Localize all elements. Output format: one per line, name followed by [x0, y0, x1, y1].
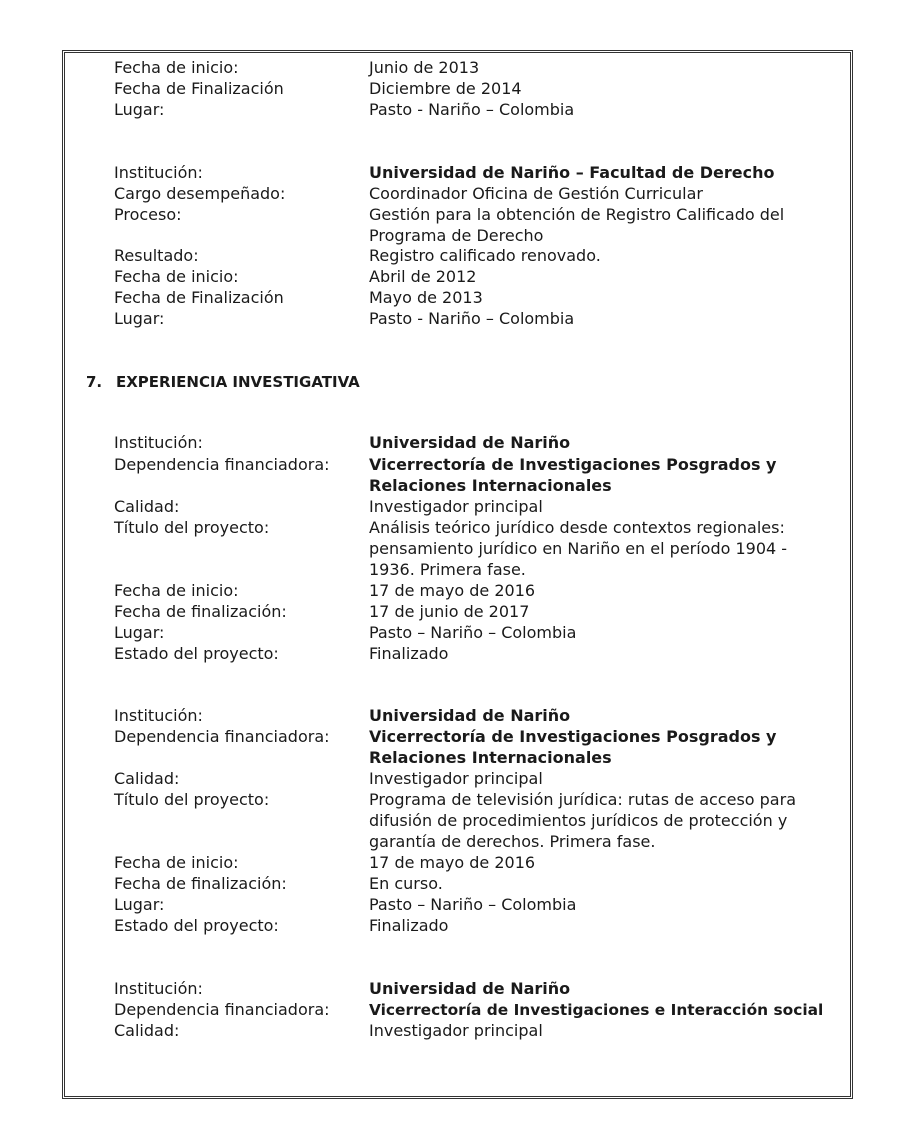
- field-label: Estado del proyecto:: [114, 644, 279, 663]
- field-label: Dependencia financiadora:: [114, 727, 330, 746]
- field-label: Fecha de Finalización: [114, 79, 284, 98]
- field-value: Investigador principal: [369, 1021, 543, 1040]
- field-label: Lugar:: [114, 309, 165, 328]
- field-label: Dependencia financiadora:: [114, 455, 330, 474]
- institution-value: Universidad de Nariño – Facultad de Derecho: [369, 163, 775, 182]
- funding-value: Relaciones Internacionales: [369, 476, 612, 495]
- funding-value: Vicerrectoría de Investigaciones Posgrados y: [369, 727, 777, 746]
- section-number: 7.: [86, 373, 103, 391]
- field-value: En curso.: [369, 874, 443, 893]
- project-title: difusión de procedimientos jurídicos de protección y: [369, 811, 788, 830]
- field-value: Pasto - Nariño – Colombia: [369, 309, 575, 328]
- field-label: Estado del proyecto:: [114, 916, 279, 935]
- field-label: Cargo desempeñado:: [114, 184, 286, 203]
- field-label: Institución:: [114, 706, 203, 725]
- field-label: Fecha de finalización:: [114, 602, 287, 621]
- field-label: Lugar:: [114, 100, 165, 119]
- field-label: Título del proyecto:: [114, 518, 270, 537]
- field-value: Finalizado: [369, 644, 449, 663]
- field-value: Junio de 2013: [369, 58, 480, 77]
- funding-value: Vicerrectoría de Investigaciones e Interacción social: [369, 1001, 824, 1019]
- funding-value: Vicerrectoría de Investigaciones Posgrados y: [369, 455, 777, 474]
- institution-value: Universidad de Nariño: [369, 706, 571, 725]
- funding-value: Relaciones Internacionales: [369, 748, 612, 767]
- field-value: Mayo de 2013: [369, 288, 483, 307]
- field-value: 17 de junio de 2017: [369, 602, 530, 621]
- field-label: Calidad:: [114, 497, 180, 516]
- field-value: Diciembre de 2014: [369, 79, 522, 98]
- field-value: 17 de mayo de 2016: [369, 853, 536, 872]
- institution-value: Universidad de Nariño: [369, 433, 571, 452]
- field-label: Resultado:: [114, 246, 199, 265]
- project-title: Análisis teórico jurídico desde contextos regionales:: [369, 518, 785, 537]
- field-label: Institución:: [114, 163, 203, 182]
- field-value: Programa de Derecho: [369, 226, 544, 245]
- field-label: Institución:: [114, 979, 203, 998]
- field-label: Calidad:: [114, 1021, 180, 1040]
- field-label: Calidad:: [114, 769, 180, 788]
- field-value: Pasto – Nariño – Colombia: [369, 623, 577, 642]
- project-title: 1936. Primera fase.: [369, 560, 526, 579]
- project-title: garantía de derechos. Primera fase.: [369, 832, 656, 851]
- field-label: Fecha de Finalización: [114, 288, 284, 307]
- project-title: Programa de televisión jurídica: rutas de acceso para: [369, 790, 796, 809]
- field-label: Lugar:: [114, 623, 165, 642]
- project-title: pensamiento jurídico en Nariño en el período 1904 -: [369, 539, 788, 558]
- field-label: Fecha de inicio:: [114, 267, 239, 286]
- field-value: Finalizado: [369, 916, 449, 935]
- field-value: Investigador principal: [369, 769, 543, 788]
- field-label: Título del proyecto:: [114, 790, 270, 809]
- field-label: Fecha de finalización:: [114, 874, 287, 893]
- field-value: Gestión para la obtención de Registro Calificado del: [369, 205, 785, 224]
- field-value: Pasto – Nariño – Colombia: [369, 895, 577, 914]
- field-label: Dependencia financiadora:: [114, 1000, 330, 1019]
- field-label: Fecha de inicio:: [114, 58, 239, 77]
- field-value: 17 de mayo de 2016: [369, 581, 536, 600]
- field-label: Proceso:: [114, 205, 182, 224]
- field-value: Pasto - Nariño – Colombia: [369, 100, 575, 119]
- field-value: Coordinador Oficina de Gestión Curricular: [369, 184, 703, 203]
- field-value: Investigador principal: [369, 497, 543, 516]
- field-label: Fecha de inicio:: [114, 853, 239, 872]
- field-label: Fecha de inicio:: [114, 581, 239, 600]
- field-value: Abril de 2012: [369, 267, 477, 286]
- field-value: Registro calificado renovado.: [369, 246, 601, 265]
- institution-value: Universidad de Nariño: [369, 979, 571, 998]
- field-label: Lugar:: [114, 895, 165, 914]
- field-label: Institución:: [114, 433, 203, 452]
- section-title: EXPERIENCIA INVESTIGATIVA: [116, 373, 360, 391]
